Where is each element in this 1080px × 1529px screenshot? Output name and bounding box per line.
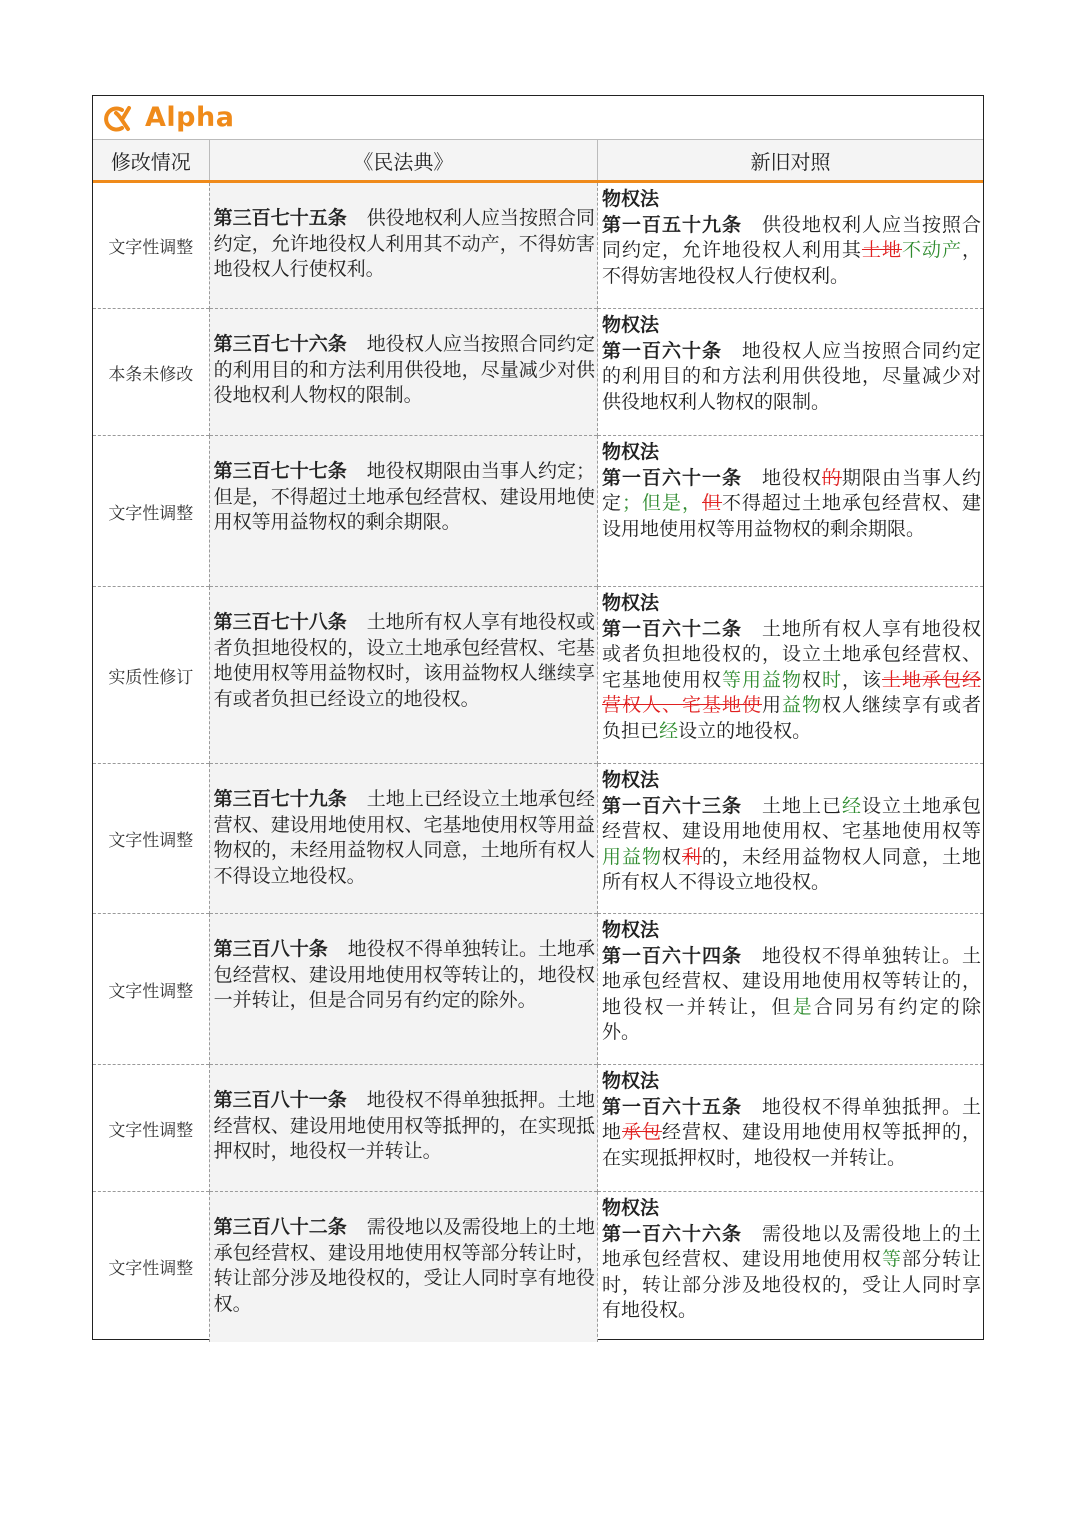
comparison-cell [598,309,983,436]
old-law-name: 物权法 [602,919,660,941]
old-law-article: 第一百五十九条 [602,213,743,236]
civil-code-article: 第三百七十五条 [213,207,347,229]
old-law-text: 地役权不得单独抵押。土地 [602,1095,981,1143]
deleted-text: 土地承包经营权人、宅基地使 [602,668,981,716]
old-law-article: 第一百六十二条 [602,617,743,640]
old-law-article: 第一百六十五条 [602,1095,743,1118]
old-law-text: 不得超过土地承包经营权、建设用地使用权等用益物权的剩余期限。 [602,492,981,540]
table-row [93,309,983,436]
table-row [93,1065,983,1192]
old-law-text: 权 [802,668,822,691]
status-label: 文字性调整 [108,503,194,524]
civil-code-cell [209,1192,597,1342]
civil-code-article: 第三百七十九条 [213,788,347,810]
added-text: 益物 [782,694,822,716]
table-row [93,914,983,1065]
old-law-article: 第一百六十三条 [602,794,743,817]
civil-code-article: 第三百八十条 [213,938,328,960]
header-civil-code: 《民法典》 [209,140,597,182]
added-text: 经 [842,794,862,817]
civil-code-text: 地役权人应当按照合同约定的利用目的和方法利用供役地，尽量减少对供役地权利人物权的限制。 [213,333,596,406]
civil-code-text: 需役地以及需役地上的土地承包经营权、建设用地使用权等部分转让时，转让部分涉及地役权的，受让人同时享有地役权。 [213,1216,596,1315]
civil-code-cell [209,309,597,436]
old-law-name: 物权法 [602,188,660,210]
civil-code-article: 第三百七十七条 [213,460,347,482]
old-law-text: 地役权不得单独转让。土地承包经营权、建设用地使用权等转让的，地役权一并转让，但 [602,944,981,1018]
status-label: 文字性调整 [108,831,194,851]
brand-name: Alpha [145,102,235,133]
civil-code-text: 土地所有权人享有地役权或者负担地役权的，设立土地承包经营权、宅基地使用权等用益物权时，该用益物权人继续享有或者负担已经设立的地役权。 [213,611,596,710]
brand-bar [93,96,983,140]
civil-code-text: 供役地权利人应当按照合同约定，允许地役权人利用其不动产，不得妨害地役权人行使权利。 [213,207,596,280]
deleted-text: 利 [682,845,703,868]
deleted-text: 承包 [622,1121,663,1143]
status-cell [93,764,209,914]
comparison-cell [598,1065,983,1192]
old-law-name: 物权法 [602,441,660,463]
old-law-article: 第一百六十六条 [602,1222,743,1245]
old-law-article: 第一百六十四条 [602,944,743,967]
added-text: 等 [881,1248,902,1270]
civil-code-article: 第三百八十二条 [213,1216,347,1238]
added-text: 时 [822,668,842,691]
old-law-text: ，该 [842,668,882,691]
civil-code-text: 地役权不得单独转让。土地承包经营权、建设用地使用权等转让的，地役权一并转让，但是合同另有约定的除外。 [213,938,596,1011]
civil-code-text: 土地上已经设立土地承包经营权、建设用地使用权、宅基地使用权等用益物权的，未经用益物权人同意，土地所有权人不得设立地役权。 [213,788,596,887]
old-law-text: 需役地以及需役地上的土地承包经营权、建设用地使用权 [602,1222,981,1270]
old-law-text: 用 [762,694,782,716]
status-cell [93,587,209,764]
alpha-logo-icon [101,102,133,134]
deleted-text: 但 [702,492,723,514]
comparison-document [92,95,984,1340]
status-label: 文字性调整 [108,981,194,1002]
comparison-cell [598,914,983,1065]
comparison-cell [598,182,983,309]
table-row [93,764,983,914]
old-law-text: 设立土地承包经营权、建设用地使用权、宅基地使用权等 [602,794,981,842]
old-law-text: 经营权、建设用地使用权等抵押的，在实现抵押权时，地役权一并转让。 [602,1121,981,1169]
civil-code-cell [209,182,597,309]
status-cell [93,436,209,587]
old-law-text: 部分转让时，转让部分涉及地役权的，受让人同时享有地役权。 [602,1248,981,1321]
status-cell [93,914,209,1065]
added-text: 经 [659,719,679,742]
old-law-text: 设立的地役权。 [678,719,812,742]
status-cell [93,1192,209,1342]
header-comparison: 新旧对照 [598,140,983,182]
old-law-name: 物权法 [602,592,660,614]
deleted-text: 土地 [861,239,902,261]
status-label: 文字性调整 [108,1120,194,1141]
old-law-text: 土地上已 [762,794,842,817]
old-law-name: 物权法 [602,1070,660,1092]
comparison-cell [598,587,983,764]
added-text: ；但是， [622,492,703,514]
old-law-name: 物权法 [602,769,660,791]
old-law-article: 第一百六十条 [602,339,723,362]
added-text: 等用益物 [722,668,802,691]
status-label: 实质性修订 [108,667,194,688]
table-row [93,436,983,587]
civil-code-cell [209,587,597,764]
old-law-text: 期限由当事人约定 [602,466,981,514]
status-label: 文字性调整 [108,238,194,258]
old-law-text: 地役权 [762,466,822,489]
old-law-text: 权人继续享有或者负担已 [602,694,981,742]
comparison-cell [598,764,983,914]
comparison-table [93,140,983,1342]
added-text: 用益物 [602,845,663,868]
civil-code-cell [209,1065,597,1192]
old-law-text: 土地所有权人享有地役权或者负担地役权的，设立土地承包经营权、宅基地使用权 [602,617,981,691]
status-cell [93,309,209,436]
civil-code-text: 地役权不得单独抵押。土地经营权、建设用地使用权等抵押的，在实现抵押权时，地役权一并转让。 [213,1089,596,1162]
header-status: 修改情况 [93,140,209,182]
table-row [93,182,983,309]
status-cell [93,182,209,309]
table-header-row [93,140,983,182]
civil-code-article: 第三百七十六条 [213,333,347,355]
civil-code-article: 第三百七十八条 [213,611,347,633]
status-label: 本条未修改 [108,364,194,385]
civil-code-cell [209,914,597,1065]
deleted-text: 的 [822,466,842,489]
table-row [93,587,983,764]
old-law-text: 地役权人应当按照合同约定的利用目的和方法利用供役地，尽量减少对供役地权利人物权的限制。 [602,339,981,413]
added-text: 是 [792,995,814,1018]
comparison-cell [598,1192,983,1342]
civil-code-article: 第三百八十一条 [213,1089,347,1111]
old-law-name: 物权法 [602,1197,660,1219]
added-text: 不动产 [901,239,962,261]
old-law-text: 的，未经用益物权人同意，土地所有权人不得设立地役权。 [602,845,981,893]
civil-code-cell [209,764,597,914]
old-law-name: 物权法 [602,314,660,336]
old-law-text: ，不得妨害地役权人行使权利。 [602,239,981,287]
status-cell [93,1065,209,1192]
civil-code-cell [209,436,597,587]
old-law-text: 权 [662,845,683,868]
table-row [93,1192,983,1342]
status-label: 文字性调整 [108,1259,194,1280]
comparison-cell [598,436,983,587]
old-law-text: 供役地权利人应当按照合同约定，允许地役权人利用其 [602,213,981,261]
old-law-text: 合同另有约定的除外。 [602,995,981,1043]
civil-code-text: 地役权期限由当事人约定；但是，不得超过土地承包经营权、建设用地使用权等用益物权的剩余期限。 [213,460,596,533]
old-law-article: 第一百六十一条 [602,466,743,489]
